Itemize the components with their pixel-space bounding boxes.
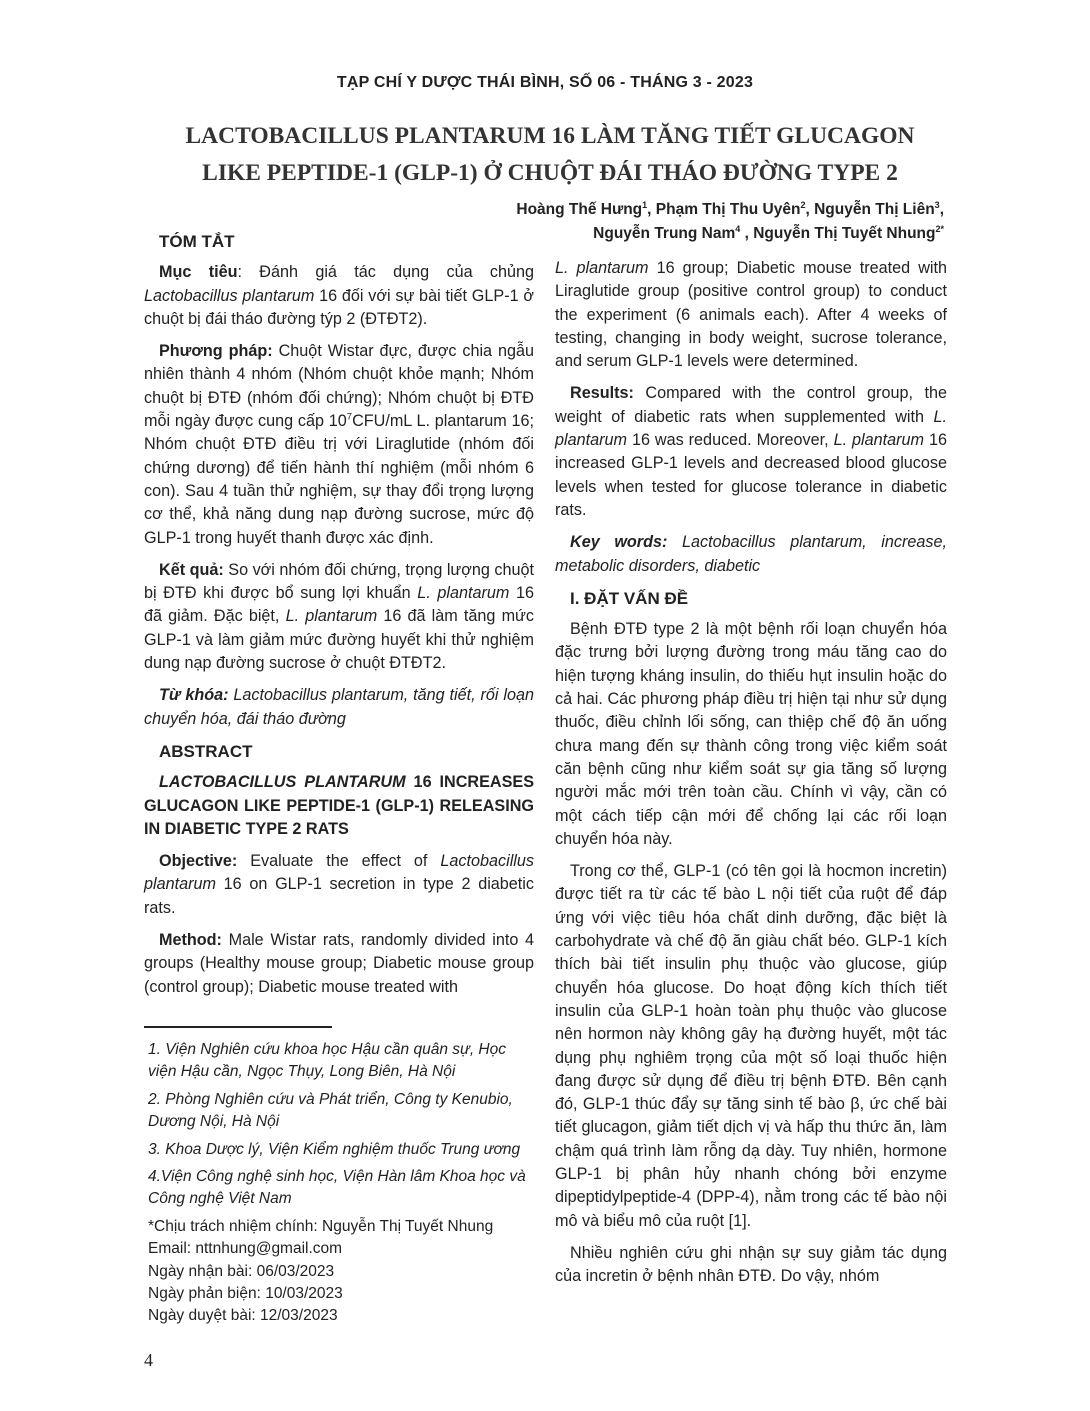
left-column [144,230,534,1008]
vn-objective-species: Lactobacillus plantarum [144,286,315,305]
section-1-paragraph-1: Bệnh ĐTĐ type 2 là một bệnh rối loạn chuyển hóa đặc trưng bởi lượng đường trong máu tăng cao do hiện tượng kháng insulin, do thiếu hụt insulin hoặc do cả hai. Các phương pháp điều trị hiện tại như sử dụng thuốc, điều chỉnh lối sống, can thiệp chế độ ăn uống chưa mang đến sự thành công trong việc kiểm soát căn bệnh cũng như kiểm soát sự gia tăng số lượng người mắc mới trên toàn cầu. Chính vì vậy, cần có một cách tiếp cận mới để chống lại các rối loạn chuyển hóa này. [555,620,947,848]
footnote-affiliation-3: 3. Khoa Dược lý, Viện Kiểm nghiệm thuốc Trung ương [148,1140,521,1158]
en-method-text: Male Wistar rats, randomly divided into 4 groups (Healthy mouse group; Diabetic mouse group (control group); Diabetic mouse treated with [144,931,534,996]
en-keywords-paragraph [555,531,947,578]
vn-objective-paragraph [144,261,534,331]
author-affiliation: 2 [800,199,806,210]
vn-result-species-1: L. plantarum [417,584,510,603]
authors-line-2: Nguyễn Trung Nam$^4$ , Nguyễn Thị Tuyết Nhung$^{2*}$ [593,223,944,242]
en-keywords-text: Lactobacillus plantarum, increase, metabolic disorders, diabetic [555,533,947,575]
vn-keywords-text: Lactobacillus plantarum, tăng tiết, rối loạn chuyển hóa, đái tháo đường [144,686,534,728]
en-method-label: Method: [159,931,222,950]
en-objective-paragraph [144,850,534,920]
page-number: 4 [144,1350,153,1370]
vn-result-text-end: 16 đã làm tăng mức GLP-1 và làm giảm mức đường huyết khi thử nghiệm dung nạp đường sucrose ở chuột ĐTĐT2. [144,607,534,673]
en-method-continued [555,257,947,373]
date-accepted: Ngày duyệt bài: 12/03/2023 [148,1307,338,1325]
abstract-heading: ABSTRACT [159,741,253,761]
en-results-text-end: 16 increased GLP-1 levels and decreased blood glucose levels when tested for glucose tolerance in diabetic rats. [555,431,948,519]
date-received: Ngày nhận bài: 06/03/2023 [148,1262,335,1280]
vn-summary-heading: TÓM TẮT [159,232,235,251]
abstract-title [144,771,534,841]
en-objective-text-end: 16 on GLP-1 secretion in type 2 diabetic rats. [144,875,534,917]
section-1-paragraph-3: Nhiều nghiên cứu ghi nhận sự suy giảm tác dụng của incretin ở bệnh nhân ĐTĐ. Do vậy, nhóm [555,1243,947,1286]
vn-method-text: Chuột Wistar đực, được chia ngẫu nhiên thành 4 nhóm (Nhóm chuột khỏe mạnh; Nhóm chuột bị ĐTĐ (nhóm đối chứng); Nhóm chuột bị ĐTĐ mỗi ngày được cung cấp 10 [144,342,534,431]
author-name: Nguyễn Trung Nam [593,225,736,242]
author-name: Phạm Thị Thu Uyên [655,201,801,218]
vn-keywords-paragraph [144,684,534,731]
vn-result-text-mid: 16 đã giảm. Đặc biệt, [144,584,535,626]
article-title [110,118,990,192]
en-objective-text: Evaluate the effect of [237,852,441,871]
footnote-affiliation-1: 1. Viện Nghiên cứu khoa học Hậu cần quân sự, Học viện Hậu cần, Ngọc Thụy, Long Biên, Hà Nội [148,1041,506,1081]
en-results-species-2: L. plantarum [833,431,925,450]
vn-method-text-end: CFU/mL L. plantarum 16; Nhóm chuột ĐTĐ điều trị với Liraglutide (nhóm đối chứng dương) để tiến hành thí nghiệm (mỗi nhóm 6 con). Sau 4 tuần thử nghiệm, sự thay đổi trọng lượng cơ thể, khả năng dung nạp đường sucrose, mức độ GLP-1 trong huyết thanh được xác định. [144,412,534,547]
vn-method-paragraph [144,340,534,550]
abstract-title-species: LACTOBACILLUS PLANTARUM [159,773,406,792]
author-affiliation: 3 [934,199,940,210]
title-line-2: LIKE PEPTIDE-1 (GLP-1) Ở CHUỘT ĐÁI THÁO ĐƯỜNG TYPE 2 [202,160,898,186]
vn-result-label: Kết quả: [159,560,224,579]
author-affiliation: 1 [642,199,648,210]
en-keywords-label: Key words: [570,533,668,552]
en-method-paragraph [144,929,534,999]
corresponding-author: *Chịu trách nhiệm chính: Nguyễn Thị Tuyết Nhung [148,1217,494,1235]
en-results-text-mid: 16 was reduced. Moreover, [626,431,834,450]
authors-line-1: Hoàng Thế Hưng$^1$, Phạm Thị Thu Uyên$^2$, Nguyễn Thị Liên$^3$, [516,199,944,218]
right-column [555,257,947,1297]
vn-method-exponent: 7 [346,411,353,423]
en-method-species: L. plantarum [555,259,649,277]
en-results-label: Results: [570,384,634,403]
footnote-rule [144,1026,332,1028]
footnote-affiliation-2: 2. Phòng Nghiên cứu và Phát triển, Công ty Kenubio, Dương Nội, Hà Nội [148,1090,513,1131]
title-line-1: LACTOBACILLUS PLANTARUM 16 LÀM TĂNG TIẾT GLUCAGON [185,123,915,149]
footnotes [144,1039,534,1328]
vn-objective-text: : Đánh giá tác dụng của chủng [237,263,535,282]
vn-result-paragraph [144,559,534,675]
vn-objective-label: Mục tiêu [159,263,238,282]
vn-objective-text-end: 16 đối với sự bài tiết GLP-1 ở chuột bị đái tháo đường týp 2 (ĐTĐT2). [144,286,534,328]
author-affiliation: 2* [935,223,944,234]
author-affiliation: 4 [735,223,741,234]
corresponding-email: Email: nttnhung@gmail.com [148,1240,343,1258]
author-name: Nguyễn Thị Tuyết Nhung [753,225,936,242]
en-results-species-1: L. plantarum [555,407,947,450]
section-1-paragraph-2: Trong cơ thể, GLP-1 (có tên gọi là hocmon incretin) được tiết ra từ các tế bào L nội tiết của ruột để đáp ứng với việc tiêu hóa chất dinh dưỡng, đặc biệt là carbohydrate và chế độ ăn giàu chất béo. GLP-1 kích thích bài tiết insulin phụ thuộc vào glucose, giúp chuyển hóa glucose. Do hoạt động kích thích tiết insulin của GLP-1 hoàn toàn phụ thuộc vào glucose nên hormon này không gây hạ đường huyết, một tác dụng phụ nghiêm trọng của một số loại thuốc hiện đang được sử dụng để điều trị bệnh ĐTĐ. Bên cạnh đó, GLP-1 thúc đẩy sự tăng sinh tế bào β, ức chế bài tiết glucagon, giảm tiết dịch vị và hấp thu thức ăn, làm chậm quá trình làm rỗng dạ dày. Tuy nhiên, hormone GLP-1 bị phân hủy nhanh chóng bởi enzyme dipeptidylpeptide-4 (DPP-4), nằm trong các tế bào nội mô và biểu mô của ruột [1]. [555,862,947,1230]
abstract-title-rest: 16 INCREASES GLUCAGON LIKE PEPTIDE-1 (GLP-1) RELEASING IN DIABETIC TYPE 2 RATS [144,773,534,838]
en-results-text: Compared with the control group, the weight of diabetic rats when supplemented with [555,384,947,426]
en-objective-label: Objective: [159,852,238,871]
vn-keywords-label: Từ khóa: [159,686,229,705]
en-method-text-end: 16 group; Diabetic mouse treated with Liraglutide group (positive control group) to conduct the experiment (6 animals each). After 4 weeks of testing, changing in body weight, sucrose tolerance, and serum GLP-1 levels were determined. [555,259,948,371]
vn-result-text: So với nhóm đối chứng, trọng lượng chuột bị ĐTĐ khi được bổ sung lợi khuẩn [144,560,534,603]
en-objective-species: Lactobacillus plantarum [144,852,534,894]
section-1-heading: I. ĐẶT VẤN ĐỀ [570,588,689,608]
footnote-affiliation-4: 4.Viện Công nghệ sinh học, Viện Hàn lâm Khoa học và Công nghệ Việt Nam [148,1168,526,1208]
vn-method-label: Phương pháp: [159,342,273,361]
vn-result-species-2: L. plantarum [285,607,378,626]
author-name: Hoàng Thế Hưng [516,201,643,218]
author-name: Nguyễn Thị Liên [814,201,935,218]
en-results-paragraph [555,382,947,522]
journal-header: TẠP CHÍ Y DƯỢC THÁI BÌNH, SỐ 06 - THÁNG 3 - 2023 [336,74,754,91]
date-reviewed: Ngày phản biện: 10/03/2023 [148,1285,343,1303]
